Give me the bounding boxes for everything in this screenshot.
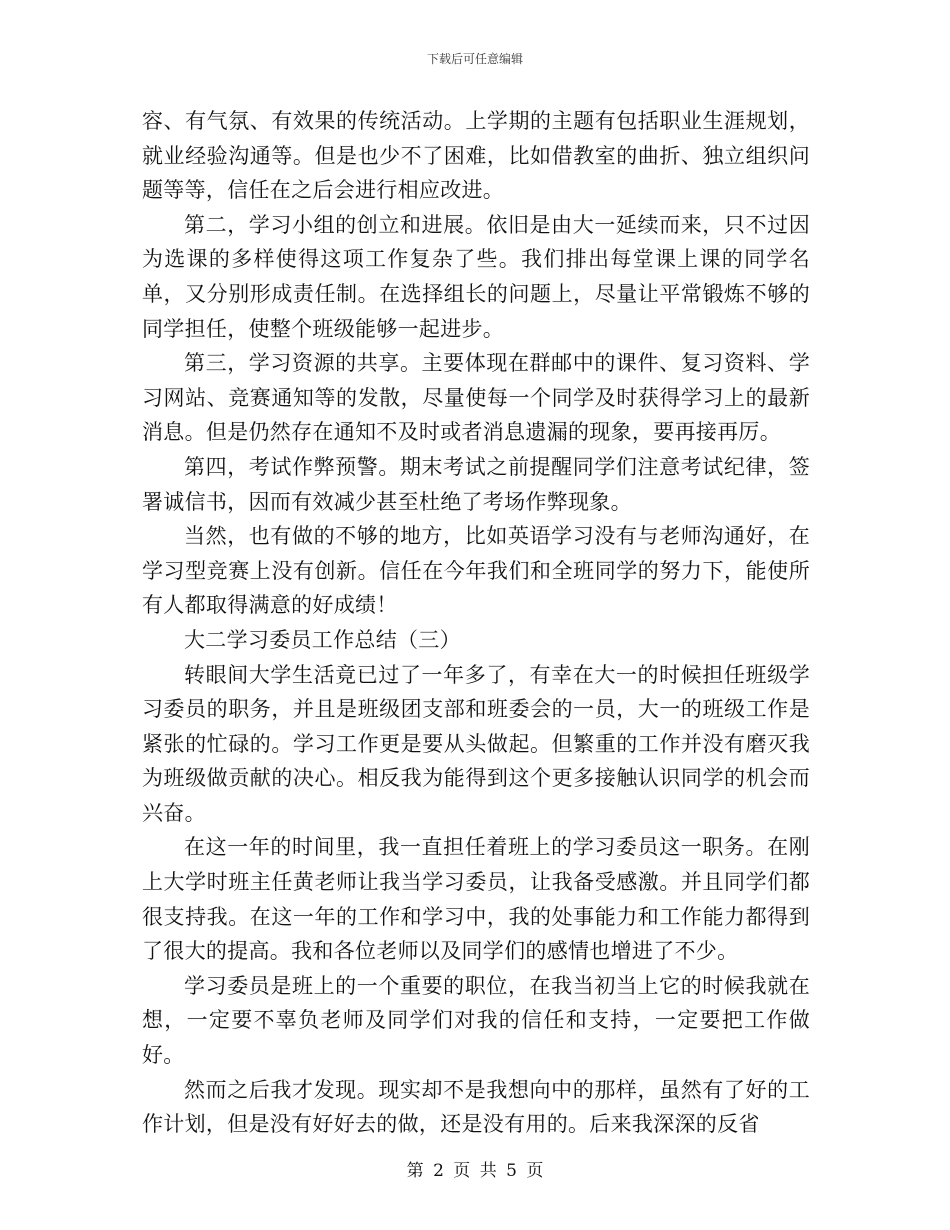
- paragraph-study-groups: 第二，学习小组的创立和进展。依旧是由大一延续而来，只不过因为选课的多样使得这项工作复杂了些。我们排出每堂课上课的同学名单，又分别形成责任制。在选择组长的问题上，尽量让平常锻炼不够的同学担任，使整个班级能够一起进步。: [142, 212, 810, 341]
- paragraph-continued: 容、有气氛、有效果的传统活动。上学期的主题有包括职业生涯规划，就业经验沟通等。但是也少不了困难，比如借教室的曲折、独立组织问题等等，信任在之后会进行相应改进。: [142, 109, 810, 203]
- page-number: 第 2 页 共 5 页: [406, 1161, 544, 1181]
- paragraph-role-importance: 学习委员是班上的一个重要的职位，在我当初当上它的时候我就在想，一定要不辜负老师及同学们对我的信任和支持，一定要把工作做好。: [142, 973, 810, 1068]
- paragraph-year-review: 在这一年的时间里，我一直担任着班上的学习委员这一职务。在刚上大学时班主任黄老师让我当学习委员，让我备受感激。并且同学们都很支持我。在这一年的工作和学习中，我的处事能力和工作能力都得到了很大的提高。我和各位老师以及同学们的感情也增进了不少。: [142, 835, 810, 964]
- section-title: 大二学习委员工作总结（三）: [184, 627, 461, 652]
- document-body: [142, 104, 810, 1142]
- paragraph-resource-sharing: 第三，学习资源的共享。主要体现在群邮中的课件、复习资料、学习网站、竞赛通知等的发散，尽量使每一个同学及时获得学习上的最新消息。但是仍然存在通知不及时或者消息遗漏的现象，要再接再厉。: [142, 351, 810, 445]
- paragraph-exam-warning: 第四，考试作弊预警。期末考试之前提醒同学们注意考试纪律，签署诚信书，因而有效减少甚至杜绝了考场作弊现象。: [142, 454, 810, 514]
- paragraph-intro: 转眼间大学生活竟已过了一年多了，有幸在大一的时候担任班级学习委员的职务，并且是班级团支部和班委会的一员，大一的班级工作是紧张的忙碌的。学习工作更是要从头做起。但繁重的工作并没有磨灭我为班级做贡献的决心。相反我为能得到这个更多接触认识同学的机会而兴奋。: [142, 662, 810, 825]
- paragraph-shortcomings: 当然，也有做的不够的地方，比如英语学习没有与老师沟通好，在学习型竞赛上没有创新。信任在今年我们和全班同学的努力下，能使所有人都取得满意的好成绩！: [142, 524, 810, 618]
- paragraph-reflection: 然而之后我才发现。现实却不是我想向中的那样，虽然有了好的工作计划，但是没有好好去的做，还是没有用的。后来我深深的反省: [142, 1077, 810, 1137]
- page-header: 下载后可任意编辑: [426, 52, 523, 66]
